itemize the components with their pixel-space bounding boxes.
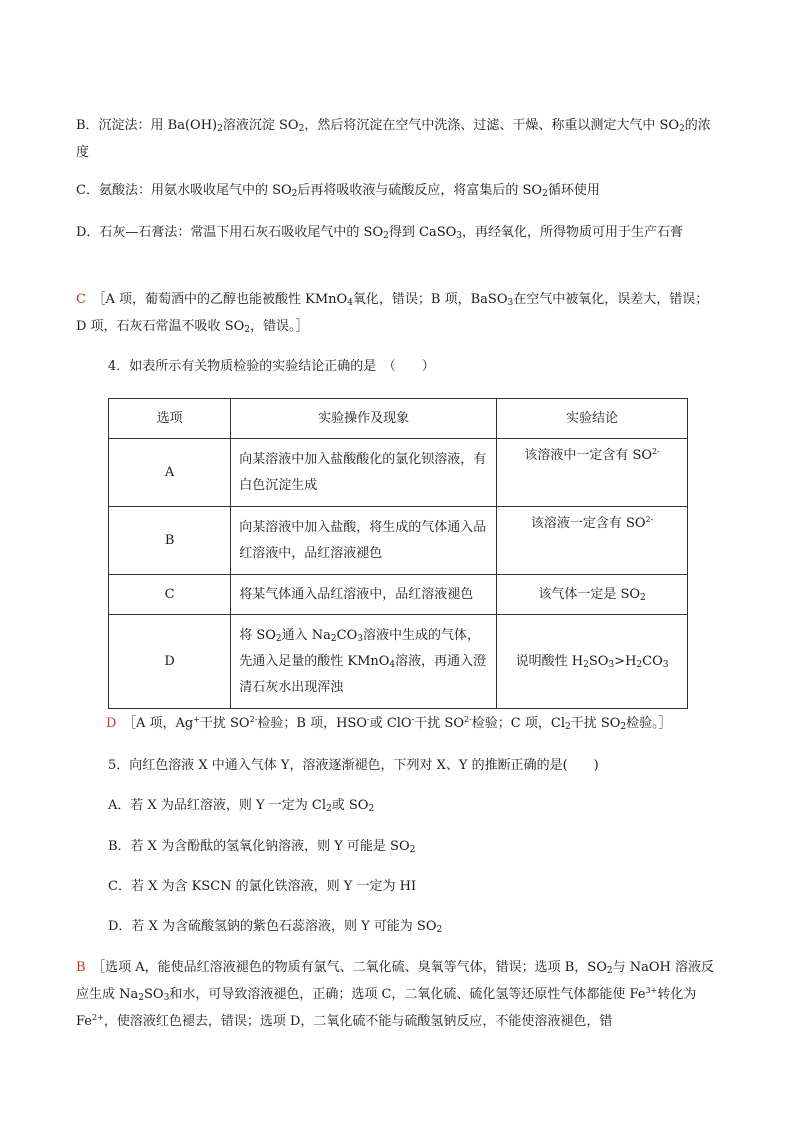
q4-stem: 4．如表所示有关物质检验的实验结论正确的是 （ ） (108, 359, 435, 374)
q5-option-b: B．若 X 为含酚酞的氢氧化钠溶液，则 Y 可能是 $SO_2$ (108, 839, 416, 855)
table-row-d: D 将 $SO_2$通入 $Na_2CO_3$溶液中生成的气体，先通入足量的酸性 KMnO$_4$溶液，再通入澄清石灰水出现浑浊 说明酸性 $H_2SO_3>H_2CO_3$ (109, 615, 688, 709)
q5-option-c: C．若 X 为含 KSCN 的氯化铁溶液，则 Y 一定为 HI (108, 879, 417, 894)
answer-letter: C (76, 292, 86, 307)
table-row-c: C 将某气体通入品红溶液中，品红溶液褪色 该气体一定是 $SO_2$ (109, 575, 688, 615)
q4-table (108, 398, 688, 709)
table-row-b: B 向某溶液中加入盐酸，将生成的气体通入品红溶液中，品红溶液褪色 该溶液一定含有 $SO^{2-}$ (109, 507, 688, 575)
q3-option-d: D．石灰—石膏法：常温下用石灰石吸收尾气中的 $SO_2$得到 CaSO$_3$，再经氧化，所得物质可用于生产石膏 (76, 225, 684, 241)
header-option: 选项 (109, 399, 231, 439)
q3-answer: C ［A 项，葡萄酒中的乙醇也能被酸性 KMnO$_4$氧化，错误；B 项，BaSO$_3$在空气中被氧化，误差大，错误；D 项，石灰石常温不吸收 $SO_2$，错误。］ (76, 292, 709, 335)
q5-stem: 5．向红色溶液 X 中通入气体 Y，溶液逐渐褪色，下列对 X、Y 的推断正确的是( ) (108, 758, 599, 773)
answer-letter: D (106, 716, 117, 731)
q3-option-b: B．沉淀法：用 $Ba(OH)_2$溶液沉淀 $SO_2$，然后将沉淀在空气中洗涤、过滤、干燥、称重以测定大气中 $SO_2$的浓度 (76, 118, 711, 160)
q5-answer: B ［选项 A，能使品红溶液褪色的物质有氯气、二氧化硫、臭氧等气体，错误；选项 B，$SO_2$与 NaOH 溶液反应生成 $Na_2SO_3$和水，可导致溶液褪色，正确；选项 C，二氧化硫、硫化氢等还原性气体都能使 $Fe^{3+}$转化为 $Fe^{2+}$，使溶液红色褪去，错误；选项 D，二氧化硫不能与硫酸氢钠反应，不能使溶液褪色，错 (76, 960, 714, 1029)
table-row-a: A 向某溶液中加入盐酸酸化的氯化钡溶液，有白色沉淀生成 该溶液中一定含有 $SO^{2-}$ (109, 439, 688, 507)
header-operation: 实验操作及现象 (231, 399, 497, 439)
q5-option-d: D．若 X 为含硫酸氢钠的紫色石蕊溶液，则 Y 可能为 $SO_2$ (108, 919, 443, 935)
header-conclusion: 实验结论 (497, 399, 688, 439)
q4-answer: D ［A 项，Ag+干扰 $SO^{2-}$检验；B 项，HSO-或 ClO-干扰 $SO^{2-}$检验；C 项，$Cl_2$干扰 $SO_2$检验。］ (106, 715, 672, 732)
q5-option-a: A．若 X 为品红溶液，则 Y 一定为 $Cl_2$或 $SO_2$ (108, 798, 375, 814)
answer-letter: B (76, 960, 86, 975)
q3-option-c: C．氨酸法：用氨水吸收尾气中的 $SO_2$后再将吸收液与硫酸反应，将富集后的 $SO_2$循环使用 (76, 183, 600, 199)
table-header-row (109, 399, 688, 439)
